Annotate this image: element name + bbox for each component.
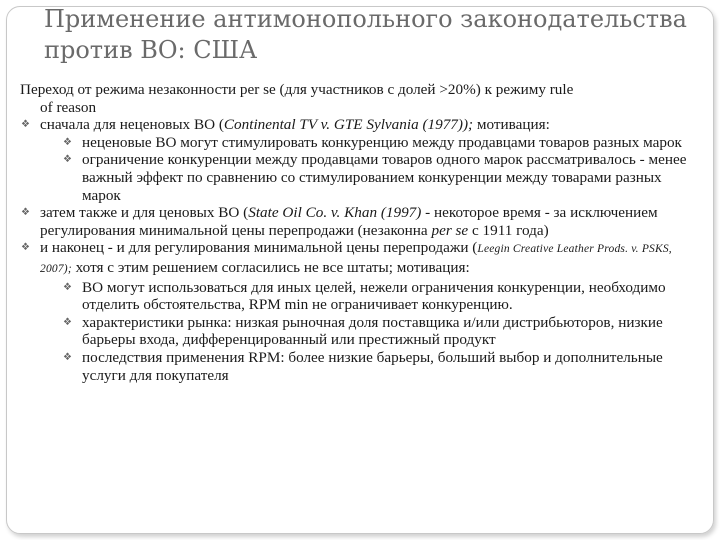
intro-line-2: of reason <box>40 98 97 116</box>
list-item-price: ❖ затем также и для ценовых ВО (State Oil Co. v. Khan (1997) - некоторое время - за исключением регулирования минимальной цены перепродажи (незаконна per se с 1911 года) <box>21 204 658 239</box>
sub-item-market: ❖ характеристики рынка: низкая рыночная доля поставщика и/или дистрибьюторов, низкие барьеры входа, дифференцированный или престижный продукт <box>63 313 663 349</box>
bullet-icon: ❖ <box>21 119 30 131</box>
slide-title: Применение антимонопольного законодательства против ВО: США <box>44 5 687 64</box>
main-list <box>20 116 690 384</box>
list-item-nonprice: ❖ сначала для неценовых ВО (Continental TV v. GTE Sylvania (1977)); мотивация: ❖ неценовые ВО могут стимулировать конкуренцию между продавцами товаров разных марок ❖ ограничение конкуренции между продавцами товаров одного марок рассматривалось - менее важный эффект по сравнению со стимулированием конкуренции между товарами разных марок <box>20 116 690 204</box>
sub-item-interbrand: ❖ неценовые ВО могут стимулировать конкуренцию между продавцами товаров разных марок <box>63 133 682 151</box>
case-sylvania: Continental TV v. GTE Sylvania (1977)); <box>223 116 474 134</box>
case-khan: State Oil Co. v. Khan (1997) <box>248 204 422 222</box>
slide-body <box>20 81 690 384</box>
intro-paragraph <box>20 81 690 116</box>
bullet-icon: ❖ <box>63 154 72 166</box>
bullet-icon: ❖ <box>63 316 72 328</box>
bullet-icon: ❖ <box>21 242 30 254</box>
bullet-icon: ❖ <box>63 351 72 363</box>
per-se: per se <box>431 221 469 239</box>
sub-item-intrabrand: ❖ ограничение конкуренции между продавцами товаров одного марок рассматривалось - менее важный эффект по сравнению со стимулированием конкуренции между товарами разных марок <box>63 151 687 204</box>
sub-item-other-goals: ❖ ВО могут использоваться для иных целей, нежели ограничения конкуренции, необходимо отделить обстоятельства, RPM min не ограничивает конкуренцию. <box>63 278 666 314</box>
bullet-icon: ❖ <box>63 136 72 148</box>
sub-list-3 <box>40 279 690 385</box>
list-item-rpm: ❖ и наконец - и для регулирования минимальной цены перепродажи (Leegin Creative Leather Prods. v. PSKS, 2007); хотя с этим решением согласились не все штаты; мотивация: ❖ ВО могут использоваться для иных целей, нежели ограничения конкуренции, необходимо отделить обстоятельства, RPM min не ограничивает конкуренцию. ❖ характеристики рынка: низкая рыночная доля поставщика и/или дистрибьюторов, низкие барьеры входа, дифференцированный или престижный продукт ❖ последствия применения RPM: более низкие барьеры, больший выбор и дополнительные услуги для покупателя <box>20 239 690 384</box>
case-leegin: Leegin Creative Leather Prods. v. PSKS, 2007); <box>40 243 672 275</box>
sub-item-effects: ❖ последствия применения RPM: более низкие барьеры, больший выбор и дополнительные услуги для покупателя <box>63 348 663 384</box>
intro-line-1: Переход от режима незаконности per se (для участников с долей >20%) к режиму rule <box>20 81 574 98</box>
sub-list-1 <box>40 134 690 204</box>
bullet-icon: ❖ <box>21 207 30 219</box>
bullet-icon: ❖ <box>63 281 72 293</box>
